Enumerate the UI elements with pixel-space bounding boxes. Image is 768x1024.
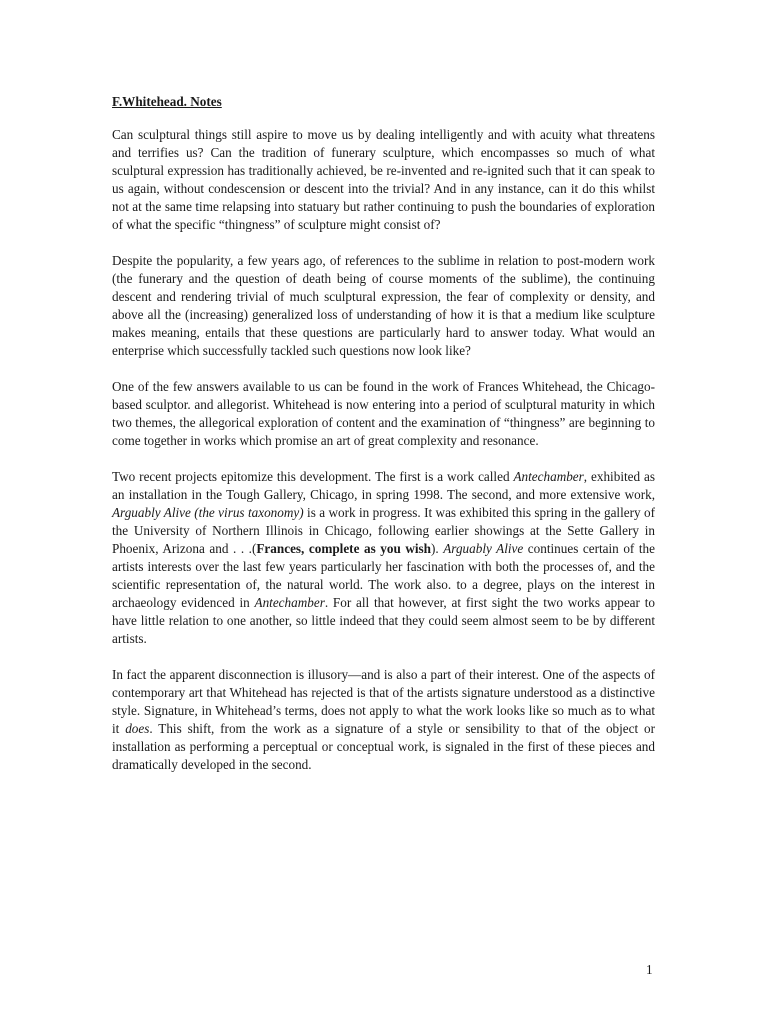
text-run: , exhibited as an installation in the Tough Gallery, Chicago, in spring 1998. The second, and more extensive work, — [112, 469, 655, 502]
text-run: Despite the popularity, a few years ago, of references to the sublime in relation to post-modern work (the funerary and the question of death being of course moments of the sublime), the continuing descent and rendering trivial of much sculptural expression, the fear of complexity or density, and above all the (increasing) generalized loss of understanding of how it is that a medium like sculpture makes meaning, entails that these questions are particularly hard to answer today. What would an enterprise which successfully tackled such questions now look like? — [112, 253, 655, 358]
text-run: Can sculptural things still aspire to move us by dealing intelligently and with acuity what threatens and terrifies us? Can the tradition of funerary sculpture, which encompasses so much of what sculptural expression has traditionally achieved, be re-invented and re-ignited such that it can speak to us again, without condescension or descent into the trivial? And in any instance, can it do this whilst not at the same time relapsing into statuary but rather continuing to push the boundaries of exploration of what the specific “thingness” of sculpture might consist of? — [112, 127, 655, 232]
body-paragraph — [112, 666, 655, 774]
text-run: is a work in progress. It was exhibited this spring in the gallery of the University of Northern Illinois in Chicago, following earlier showings at the Sette Gallery in Phoenix, Arizona and . . .( — [112, 505, 655, 556]
text-run: Two recent projects epitomize this development. The first is a work called — [112, 469, 514, 484]
text-run: . This shift, from the work as a signature of a style or sensibility to that of the object or installation as performing a perceptual or conceptual work, is signaled in the first of these pieces and dramatically developed in the second. — [112, 721, 656, 772]
document-title: F.Whitehead. Notes — [112, 94, 222, 109]
text-run: Arguably Alive (the virus taxonomy) — [112, 505, 304, 520]
document-body — [112, 126, 655, 774]
text-run: does — [125, 721, 150, 736]
text-run: Arguably Alive — [443, 541, 524, 556]
text-run: In fact the apparent disconnection is illusory—and is also a part of their interest. One of the aspects of contemporary art that Whitehead has rejected is that of the artists signature understood as a distinctive style. Signature, in Whitehead’s terms, does not apply to what the work looks like so much as to what it — [112, 667, 655, 736]
text-run: ). — [431, 541, 444, 556]
body-paragraph — [112, 378, 655, 450]
text-run: One of the few answers available to us can be found in the work of Frances Whitehead, the Chicago-based sculptor. and allegorist. Whitehead is now entering into a period of sculptural maturity in which two themes, the allegorical exploration of content and the examination of “thingness” are beginning to come together in works which promise an art of great complexity and resonance. — [112, 379, 655, 448]
body-paragraph — [112, 126, 655, 234]
text-run: . For all that however, at first sight the two works appear to have little relation to one another, so little indeed that they could seem almost seem to be by different artists. — [112, 595, 655, 646]
body-paragraph — [112, 252, 655, 360]
page-number: 1 — [646, 962, 653, 977]
text-run: Frances, complete as you wish — [256, 541, 431, 556]
text-run: Antechamber — [513, 469, 584, 484]
body-paragraph — [112, 468, 655, 648]
text-run: continues certain of the artists interests over the last few years particularly her fascination with both the processes of, and the scientific representation of, the natural world. The work also. to a degree, plays on the interest in archaeology evidenced in — [112, 541, 655, 610]
text-run: Antechamber — [254, 595, 325, 610]
document-page — [112, 93, 655, 792]
